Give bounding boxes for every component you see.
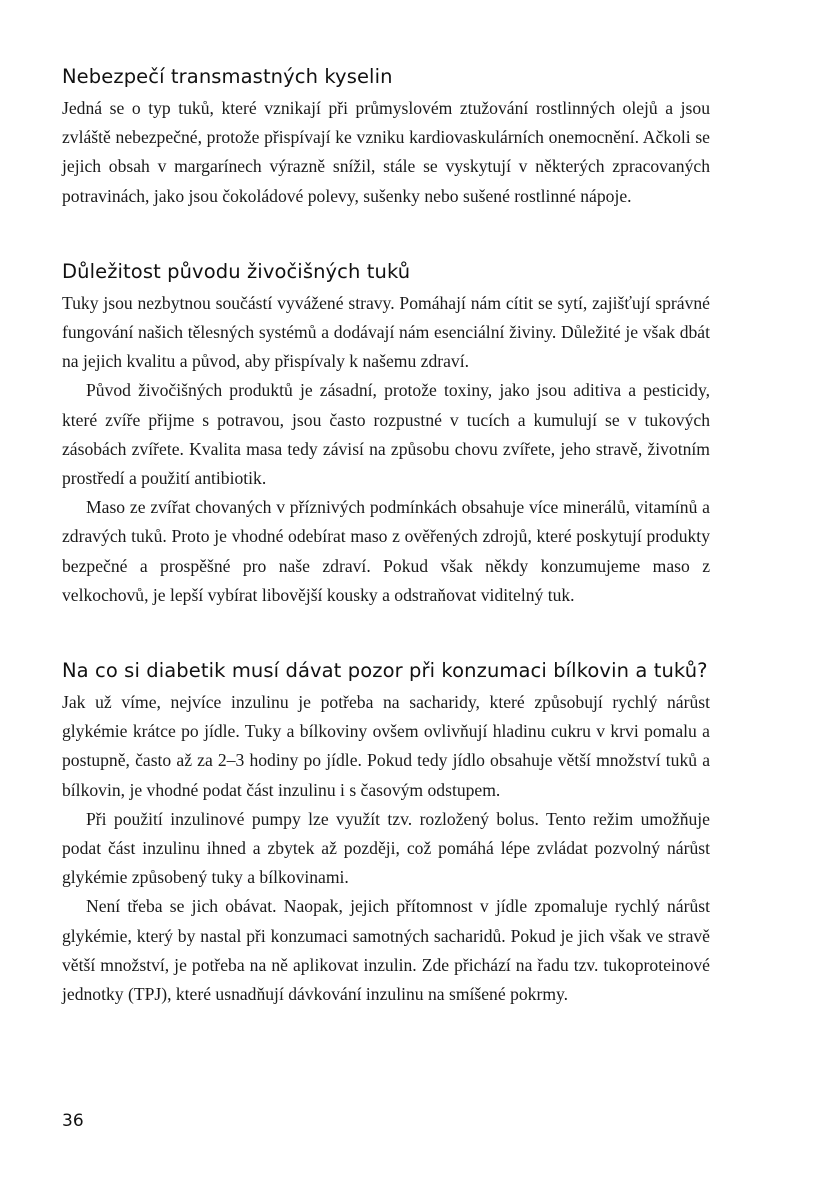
paragraph: Není třeba se jich obávat. Naopak, jejich přítomnost v jídle zpomaluje rychlý nárůst glykémie, který by nastal při konzumaci samotných sacharidů. Pokud je jich však ve stravě větší množství, je potřeba na ně aplikovat inzulin. Zde přichází na řadu tzv. tukoproteinové jednotky (TPJ), které usnadňují dávkování inzulinu na smíšené pokrmy. xyxy=(62,896,710,1005)
page-body xyxy=(62,62,710,1009)
section-diabetic-proteins-fats xyxy=(62,656,710,1009)
section-trans-fats xyxy=(62,62,710,211)
section-heading: Na co si diabetik musí dávat pozor při konzumaci bílkovin a tuků? xyxy=(62,659,708,683)
paragraph: Při použití inzulinové pumpy lze využít tzv. rozložený bolus. Tento režim umožňuje podat část inzulinu ihned a zbytek až později, což pomáhá lépe zvládat pozvolný nárůst glykémie způsobený tuky a bílkovinami. xyxy=(62,808,710,888)
section-animal-fats-origin xyxy=(62,257,710,610)
paragraph: Původ živočišných produktů je zásadní, protože toxiny, jako jsou aditiva a pesticidy, které zvíře přijme s potravou, jsou často rozpustné v tucích a kumulují se v tukových zásobách zvířete. Kvalita masa tedy závisí na způsobu chovu zvířete, jeho stravě, životním prostředí a použití antibiotik. xyxy=(62,380,710,489)
section-heading: Nebezpečí transmastných kyselin xyxy=(62,65,393,88)
paragraph: Jedná se o typ tuků, které vznikají při průmyslovém ztužování rostlinných olejů a jsou zvláště nebezpečné, protože přispívají ke vzniku kardiovaskulárních onemocnění. Ačkoli se jejich obsah v margarínech výrazně snížil, stále se vyskytují v některých zpracovaných potravinách, jako jsou čokoládové polevy, sušenky nebo sušené rostlinné nápoje. xyxy=(62,98,710,206)
paragraph: Maso ze zvířat chovaných v příznivých podmínkách obsahuje více minerálů, vitamínů a zdravých tuků. Proto je vhodné odebírat maso z ověřených zdrojů, které poskytují produkty bezpečné a prospěšné pro naše zdraví. Pokud však někdy konzumujeme maso z velkochovů, je lepší vybírat libovější kousky a odstraňovat viditelný tuk. xyxy=(62,497,710,605)
section-heading: Důležitost původu živočišných tuků xyxy=(62,259,411,283)
page-number: 36 xyxy=(62,1111,84,1131)
paragraph: Jak už víme, nejvíce inzulinu je potřeba na sacharidy, které způsobují rychlý nárůst glykémie krátce po jídle. Tuky a bílkoviny ovšem ovlivňují hladinu cukru v krvi pomalu a postupně, často až za 2–3 hodiny po jídle. Pokud tedy jídlo obsahuje větší množství tuků a bílkovin, je vhodné podat část inzulinu i s časovým odstupem. xyxy=(62,692,710,800)
paragraph: Tuky jsou nezbytnou součástí vyvážené stravy. Pomáhají nám cítit se sytí, zajišťují správné fungování našich tělesných systémů a dodávají nám esenciální živiny. Důležité je však dbát na jejich kvalitu a původ, aby přispívaly k našemu zdraví. xyxy=(62,292,710,372)
